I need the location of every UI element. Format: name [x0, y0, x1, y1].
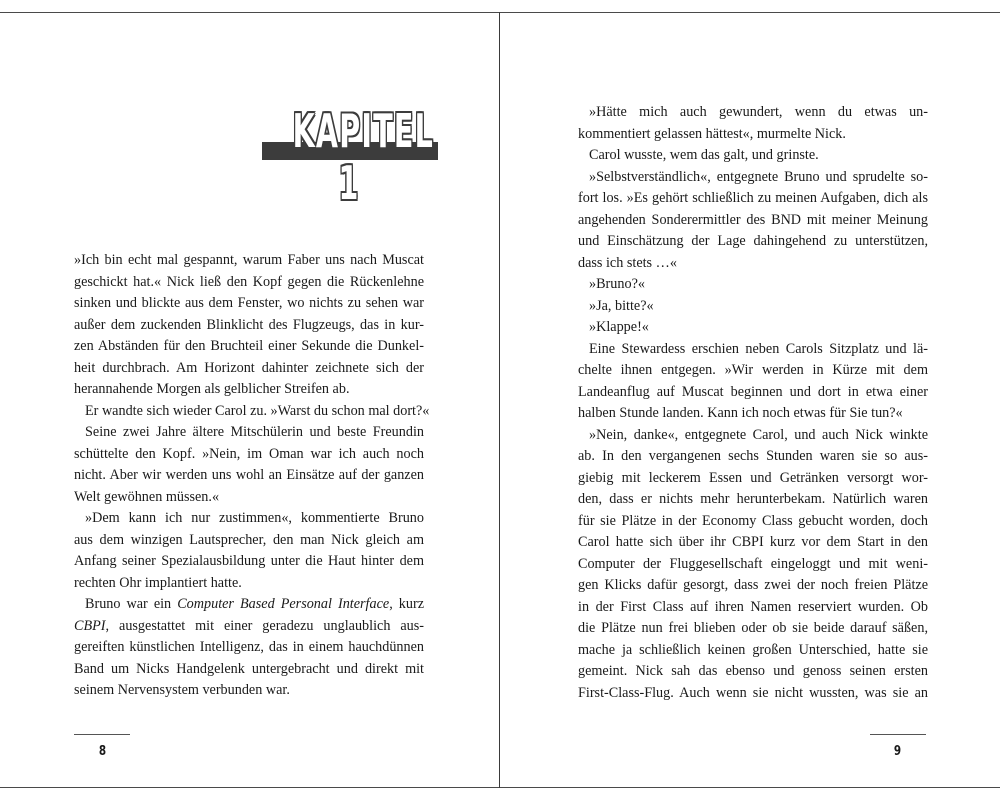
text-line: Landeanflug auf Muscat beginnen und dort in etwa einer: [578, 383, 928, 400]
text-line: den, dass er nichts mehr herunterbekam. Natürlich waren: [578, 491, 928, 507]
text-line: »Dem kann ich nur zustimmen«, kommentierte Bruno: [85, 510, 424, 526]
text-line: gen Klicks dafür gesorgt, dass zwei der noch freien Plätze: [578, 577, 928, 593]
italic-term: CBPI: [74, 617, 106, 634]
text-line: außer dem zuckenden Blinklicht des Flugzeugs, das in kur-: [74, 316, 424, 333]
page-number: 9: [893, 744, 902, 759]
text-line: Band um Nicks Handgelenk untergebracht und direkt mit: [74, 660, 424, 677]
left-page: [0, 12, 500, 788]
text-line: kommentiert gelassen hättest«, murmelte Nick.: [578, 125, 846, 142]
text-line: fort los. »Es gehört schließlich zu meinen Aufgaben, dich als: [578, 190, 928, 206]
text-line: »Bruno?«: [589, 276, 645, 292]
text-line: und Einschätzung der Lage dahingehend zu unterstützen,: [578, 233, 928, 249]
text-line: ab. In den vergangenen sechs Stunden waren sie so aus-: [578, 448, 928, 464]
text-line: »Selbstverständlich«, entgegnete Bruno und sprudelte so-: [589, 168, 928, 185]
text-line: mache ja schließlich keinen großen Unterschied, hatte sie: [578, 641, 928, 658]
text-line: Seine zwei Jahre ältere Mitschülerin und beste Freundin: [85, 424, 424, 440]
text-line: gemeint. Nick sah das ebenso und genoss seinen ersten: [578, 663, 928, 679]
text-line: Bruno war ein Computer Based Personal Interface, kurz: [85, 596, 425, 612]
text-line: »Ich bin echt mal gespannt, warum Faber uns nach Muscat: [74, 252, 424, 268]
text-line: Welt gewöhnen müssen.«: [74, 488, 220, 505]
chapter-heading: [258, 104, 440, 210]
footer-rule: [870, 734, 926, 735]
text-line: aus dem winzigen Lautsprecher, den man Nick gleich am: [74, 531, 424, 548]
text-line: Er wandte sich wieder Carol zu. »Warst du schon mal dort?«: [85, 402, 430, 419]
footer-rule: [74, 734, 130, 735]
text-line: »Nein, danke«, entgegnete Carol, und auch Nick winkte: [589, 426, 928, 443]
chapter-title: KAPITEL 1: [292, 104, 435, 210]
text-line: Eine Stewardess erschien neben Carols Sitzplatz und lä-: [589, 340, 928, 357]
text-line: herannahende Morgen als gelblicher Streifen ab.: [74, 381, 350, 397]
right-page: [500, 12, 1000, 788]
text-line: sinken und blickte aus dem Fenster, wo nichts zu sehen war: [74, 295, 424, 311]
page-number: 8: [98, 744, 107, 759]
right-page-body: [578, 102, 928, 704]
text-line: heit durchbrach. Am Horizont dahinter zeichnete sich der: [74, 359, 424, 376]
text-line: Anfang seiner Spezialausbildung unter die Haut hinter dem: [74, 553, 424, 569]
text-line: seinem Nervensystem verbunden war.: [74, 682, 290, 698]
text-line: gereiften künstlichen Intelligenz, das in einem hauchdünnen: [74, 639, 424, 655]
text-line: dass ich stets …«: [578, 254, 677, 271]
text-line: schüttelte den Kopf. »Nein, im Oman war ich auch noch: [74, 445, 424, 462]
text-line: die Plätze nun frei blieben oder ob sie beide darauf säßen,: [578, 620, 928, 636]
italic-term: Computer Based Personal Interface: [177, 596, 390, 612]
text-line: giebig mit leckerem Essen und Getränken versorgt wor-: [578, 469, 928, 486]
text-line: angehenden Sonderermittler des BND mit meiner Meinung: [578, 211, 928, 228]
text-line: zen Abständen für den Bruchteil einer Sekunde die Dunkel-: [74, 338, 424, 354]
text-line: nicht. Aber wir werden uns wohl an Einsätze auf der ganzen: [74, 467, 424, 483]
text-line: »Ja, bitte?«: [589, 297, 654, 314]
text-line: First-Class-Flug. Auch wenn sie nicht wussten, was sie an: [578, 684, 928, 701]
left-page-body: [74, 250, 430, 702]
text-line: Carol hatte sich über ihr CBPI kurz vor dem Start in den: [578, 534, 928, 550]
text-line: rechten Ohr implantiert hatte.: [74, 574, 242, 591]
text-line: »Klappe!«: [589, 319, 649, 335]
text-line: für sie Plätze in der Economy Class gebucht worden, doch: [578, 512, 928, 529]
text-line: Carol wusste, wem das galt, und grinste.: [589, 147, 819, 163]
text-line: CBPI, ausgestattet mit einer geradezu unglaublich aus-: [74, 617, 424, 634]
text-line: geschickt hat.« Nick ließ den Kopf gegen die Rückenlehne: [74, 273, 424, 290]
text-line: in der First Class auf ihren Namen reserviert wurden. Ob: [578, 598, 928, 615]
text-line: chelte ihnen entgegen. »Wir werden in Kürze mit dem: [578, 362, 928, 378]
text-line: Computer der Fluggesellschaft eingeloggt und mit weni-: [578, 555, 928, 572]
text-line: »Hätte mich auch gewundert, wenn du etwas un-: [589, 104, 928, 120]
text-line: halben Stunde landen. Kann ich noch etwas für Sie tun?«: [578, 405, 903, 421]
